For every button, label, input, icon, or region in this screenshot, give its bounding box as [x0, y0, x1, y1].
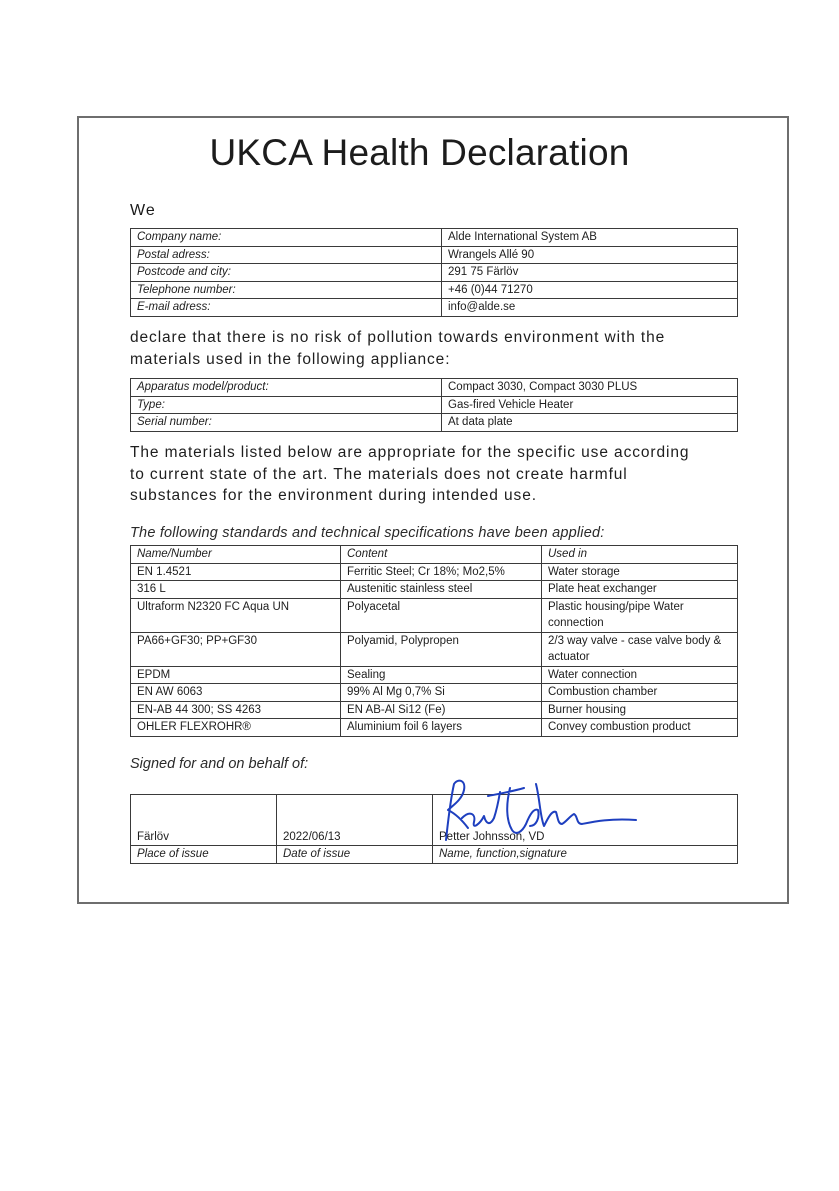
cell-content: Austenitic stainless steel — [341, 581, 542, 599]
name-label: Name, function,signature — [433, 846, 738, 864]
cell-used-in: Water connection — [542, 666, 738, 684]
table-row — [131, 299, 738, 317]
table-row — [131, 632, 738, 666]
cell-used-in: Burner housing — [542, 701, 738, 719]
type-value: Gas-fired Vehicle Heater — [442, 396, 738, 414]
cell-name: EN AW 6063 — [131, 684, 341, 702]
serial-label: Serial number: — [131, 414, 442, 432]
cell-content: Sealing — [341, 666, 542, 684]
table-row — [131, 846, 738, 864]
cell-content: EN AB-Al Si12 (Fe) — [341, 701, 542, 719]
cell-name: OHLER FLEXROHR® — [131, 719, 341, 737]
table-row — [131, 229, 738, 247]
cell-content: Polyacetal — [341, 598, 542, 632]
cell-name: Ultraform N2320 FC Aqua UN — [131, 598, 341, 632]
table-row — [131, 379, 738, 397]
place-value: Färlöv — [131, 795, 277, 846]
cell-used-in: Convey combustion product — [542, 719, 738, 737]
table-row — [131, 795, 738, 846]
paragraph-line: to current state of the art. The materials does not create harmful — [130, 465, 628, 483]
company-name-value: Alde International System AB — [442, 229, 738, 247]
handwritten-signature — [440, 774, 640, 844]
cell-name: EN-AB 44 300; SS 4263 — [131, 701, 341, 719]
email-label: E-mail adress: — [131, 299, 442, 317]
table-row — [131, 701, 738, 719]
standards-heading: The following standards and technical specifications have been applied: — [130, 525, 605, 541]
apparatus-label: Apparatus model/product: — [131, 379, 442, 397]
table-row — [131, 666, 738, 684]
telephone-label: Telephone number: — [131, 281, 442, 299]
apparatus-value: Compact 3030, Compact 3030 PLUS — [442, 379, 738, 397]
appliance-table — [130, 378, 738, 432]
cell-name: 316 L — [131, 581, 341, 599]
column-header: Used in — [542, 546, 738, 564]
table-row — [131, 581, 738, 599]
cell-name: PA66+GF30; PP+GF30 — [131, 632, 341, 666]
table-row — [131, 264, 738, 282]
table-row — [131, 246, 738, 264]
cell-content: Ferritic Steel; Cr 18%; Mo2,5% — [341, 563, 542, 581]
paragraph-line: The materials listed below are appropriate for the specific use according — [130, 444, 690, 461]
materials-table — [130, 545, 738, 737]
paragraph-line: materials used in the following appliance: — [130, 350, 451, 368]
cell-content: Aluminium foil 6 layers — [341, 719, 542, 737]
cell-used-in: Plate heat exchanger — [542, 581, 738, 599]
paragraph-line: declare that there is no risk of pollution towards environment with the — [130, 329, 666, 346]
column-header: Content — [341, 546, 542, 564]
signed-heading: Signed for and on behalf of: — [130, 756, 309, 772]
name-value: Petter Johnsson, VD — [433, 795, 738, 846]
table-row — [131, 563, 738, 581]
table-row — [131, 598, 738, 632]
date-label: Date of issue — [277, 846, 433, 864]
email-value: info@alde.se — [442, 299, 738, 317]
table-row — [131, 719, 738, 737]
cell-used-in: Plastic housing/pipe Water connection — [542, 598, 738, 632]
paragraph-line: substances for the environment during intended use. — [130, 487, 537, 504]
page-title: UKCA Health Declaration — [209, 132, 630, 173]
intro-text: We — [130, 202, 156, 219]
cell-used-in: 2/3 way valve - case valve body & actuator — [542, 632, 738, 666]
cell-content: 99% Al Mg 0,7% Si — [341, 684, 542, 702]
company-table — [130, 228, 738, 317]
table-row — [131, 684, 738, 702]
place-label: Place of issue — [131, 846, 277, 864]
table-row — [131, 414, 738, 432]
postcode-city-value: 291 75 Färlöv — [442, 264, 738, 282]
cell-name: EPDM — [131, 666, 341, 684]
table-row — [131, 281, 738, 299]
serial-value: At data plate — [442, 414, 738, 432]
table-row — [131, 396, 738, 414]
postal-address-value: Wrangels Allé 90 — [442, 246, 738, 264]
column-header: Name/Number — [131, 546, 341, 564]
cell-used-in: Combustion chamber — [542, 684, 738, 702]
telephone-value: +46 (0)44 71270 — [442, 281, 738, 299]
date-value: 2022/06/13 — [277, 795, 433, 846]
cell-used-in: Water storage — [542, 563, 738, 581]
cell-name: EN 1.4521 — [131, 563, 341, 581]
cell-content: Polyamid, Polypropen — [341, 632, 542, 666]
materials-paragraph — [130, 442, 689, 507]
postcode-city-label: Postcode and city: — [131, 264, 442, 282]
signature-table — [130, 794, 738, 864]
declare-paragraph — [130, 327, 665, 370]
table-header-row — [131, 546, 738, 564]
postal-address-label: Postal adress: — [131, 246, 442, 264]
type-label: Type: — [131, 396, 442, 414]
company-name-label: Company name: — [131, 229, 442, 247]
